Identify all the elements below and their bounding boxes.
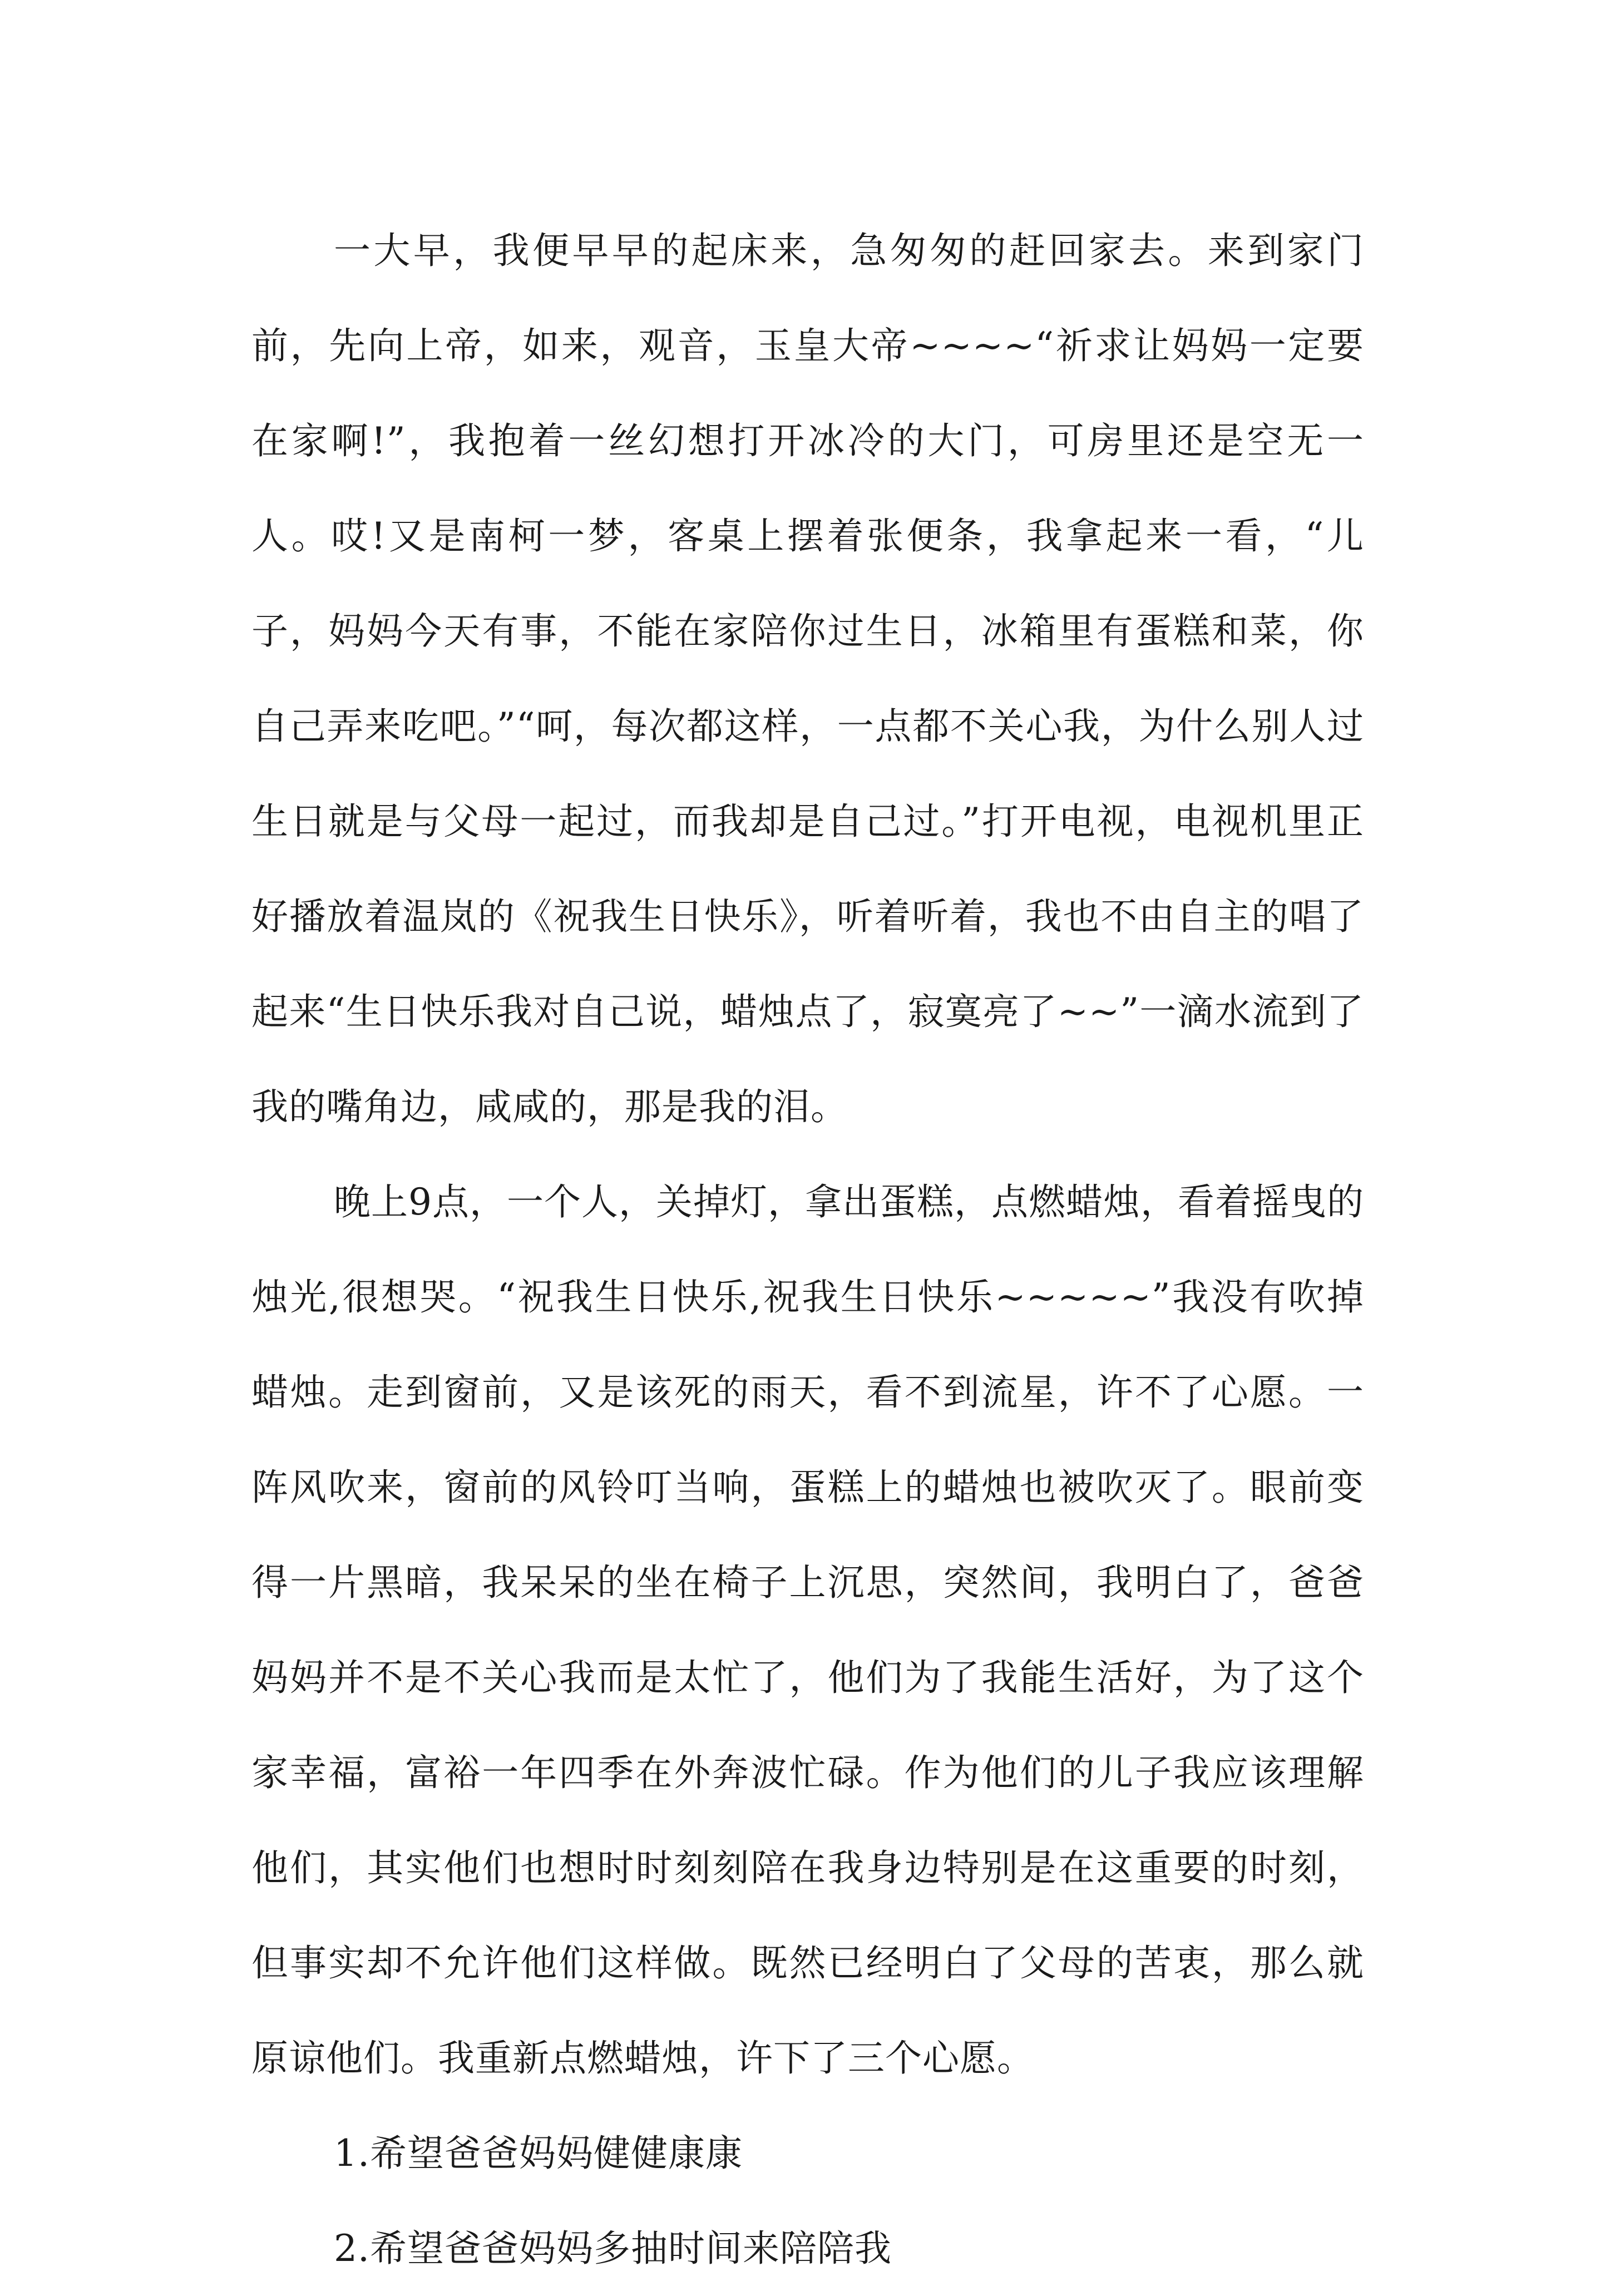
list-item-2: 2.希望爸爸妈妈多抽时间来陪陪我 [334, 2227, 892, 2270]
list-item-1: 1.希望爸爸妈妈健健康康 [334, 2132, 743, 2175]
paragraph-1: 一大早，我便早早的起床来，急匆匆的赶回家去。来到家门前，先向上帝，如来，观音，玉皇大帝~~~~“祈求让妈妈一定要在家啊!”，我抱着一丝幻想打开冰冷的大门，可房里还是空无一人。哎!又是南柯一梦，客桌上摆着张便条，我拿起来一看，“儿子，妈妈今天有事，不能在家陪你过生日，冰箱里有蛋糕和菜，你自己弄来吃吧。”“呵，每次都这样，一点都不关心我，为什么别人过生日就是与父母一起过，而我却是自己过。”打开电视，电视机里正好播放着温岚的《祝我生日快乐》，听着听着，我也不由自主的唱了起来“生日快乐我对自己说，蜡烛点了，寂寞亮了~~”一滴水流到了我的嘴角边，咸咸的，那是我的泪。 [251, 229, 1364, 1128]
document-body [251, 203, 1364, 2296]
paragraph-2: 晚上9点，一个人，关掉灯，拿出蛋糕，点燃蜡烛，看着摇曳的烛光,很想哭。“祝我生日快乐,祝我生日快乐~~~~~”我没有吹掉蜡烛。走到窗前，又是该死的雨天，看不到流星，许不了心愿。一阵风吹来，窗前的风铃叮当响，蛋糕上的蜡烛也被吹灭了。眼前变得一片黑暗，我呆呆的坐在椅子上沉思，突然间，我明白了，爸爸妈妈并不是不关心我而是太忙了，他们为了我能生活好，为了这个家幸福，富裕一年四季在外奔波忙碌。作为他们的儿子我应该理解他们，其实他们也想时时刻刻陪在我身边特别是在这重要的时刻，但事实却不允许他们这样做。既然已经明白了父母的苦衷，那么就原谅他们。我重新点燃蜡烛，许下了三个心愿。 [251, 1181, 1364, 2080]
